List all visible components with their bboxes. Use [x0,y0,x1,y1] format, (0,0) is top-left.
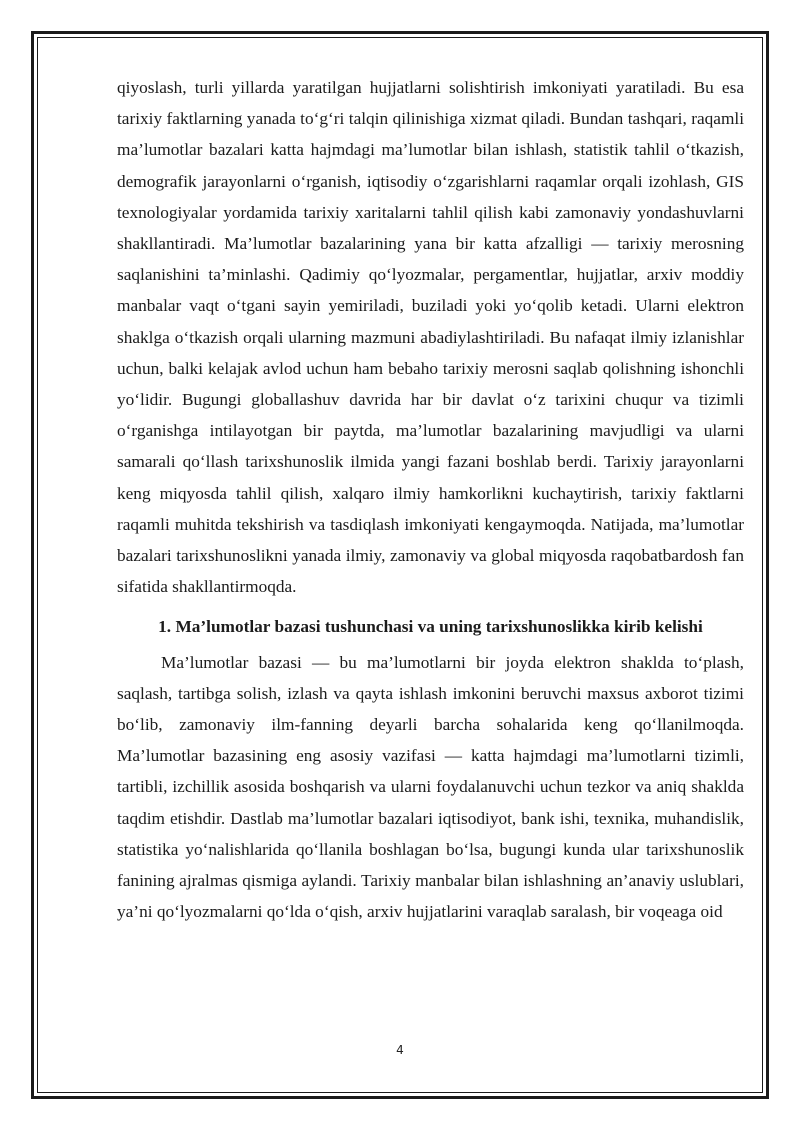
page-number: 4 [396,1043,404,1057]
document-body [117,72,744,927]
paragraph-intro-continuation: qiyoslash, turli yillarda yaratilgan hujjatlarni solishtirish imkoniyati yaratiladi. Bu esa tarixiy faktlarning yanada to‘g‘ri talqin qilinishiga xizmat qiladi. Bundan tashqari, raqamli ma’lumotlar bazalari katta hajmdagi ma’lumotlar bilan ishlash, statistik tahlil o‘tkazish, demografik jarayonlarni o‘rganish, iqtisodiy o‘zgarishlarni raqamlar orqali izohlash, GIS texnologiyalar yordamida tarixiy xaritalarni tahlil qilish kabi zamonaviy yondashuvlarni shakllantiradi. Ma’lumotlar bazalarining yana bir katta afzalligi — tarixiy merosning saqlanishini ta’minlashi. Qadimiy qo‘lyozmalar, pergamentlar, hujjatlar, arxiv moddiy manbalar vaqt o‘tgani sayin yemiriladi, buziladi yoki yo‘qolib ketadi. Ularni elektron shaklga o‘tkazish orqali ularning mazmuni abadiylashtiriladi. Bu nafaqat ilmiy izlanishlar uchun, balki kelajak avlod uchun ham bebaho tarixiy merosni saqlab qolishning ishonchli yo‘lidir. Bugungi globallashuv davrida har bir davlat o‘z tarixini chuqur va tizimli o‘rganishga intilayotgan bir paytda, ma’lumotlar bazalarining mavjudligi va ularni samarali qo‘llash tarixshunoslik ilmida yangi fazani boshlab berdi. Tarixiy jarayonlarni keng miqyosda tahlil qilish, xalqaro ilmiy hamkorlikni kuchaytirish, tarixiy faktlarni raqamli muhitda tekshirish va tasdiqlash imkoniyati kengaymoqda. Natijada, ma’lumotlar bazalari tarixshunoslikni yanada ilmiy, zamonaviy va global miqyosda raqobatbardosh fan sifatida shakllantirmoqda. [117,78,744,597]
paragraph-database-definition: Ma’lumotlar bazasi — bu ma’lumotlarni bir joyda elektron shaklda to‘plash, saqlash, tartibga solish, izlash va qayta ishlash imkonini beruvchi maxsus axborot tizimi bo‘lib, zamonaviy ilm-fanning deyarli barcha sohalarida keng qo‘llanilmoqda. Ma’lumotlar bazasining eng asosiy vazifasi — katta hajmdagi ma’lumotlarni tizimli, tartibli, izchillik asosida boshqarish va ularni foydalanuvchi uchun tezkor va aniq shaklda taqdim etishdir. Dastlab ma’lumotlar bazalari iqtisodiyot, bank ishi, texnika, muhandislik, statistika yo‘nalishlarida qo‘llanila boshlagan bo‘lsa, bugungi kunda ular tarixshunoslik fanining ajralmas qismiga aylandi. Tarixiy manbalar bilan ishlashning an’anaviy uslublari, ya’ni qo‘lyozmalarni qo‘lda o‘qish, arxiv hujjatlarini varaqlab saralash, bir voqeaga oid [117,652,744,922]
section-heading: 1. Ma’lumotlar bazasi tushunchasi va uning tarixshunoslikka kirib kelishi [158,617,703,637]
